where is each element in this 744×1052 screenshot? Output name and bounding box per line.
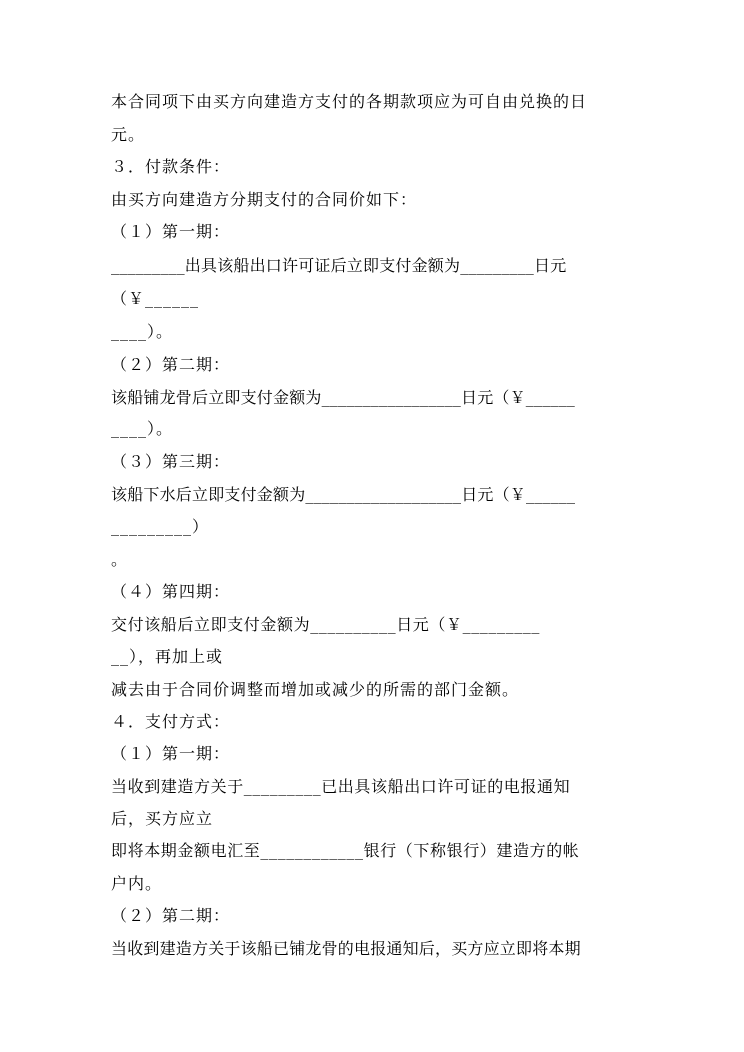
text-line: 由买方向建造方分期支付的合同价如下： <box>111 190 418 209</box>
subsection-heading: （１）第一期： <box>111 744 231 763</box>
subsection-heading: （４）第四期： <box>111 582 231 601</box>
subsection-heading: （２）第二期： <box>111 906 231 925</box>
text-line: ____）。 <box>111 419 174 438</box>
text-line: 后，买方应立 <box>111 809 214 828</box>
text-line: 当收到建造方关于_________已出具该船出口许可证的电报通知 <box>111 777 571 796</box>
text-line: 即将本期金额电汇至____________银行（下称银行）建造方的帐 <box>111 841 580 860</box>
text-line: （￥______ <box>111 289 200 308</box>
text-line: 减去由于合同价调整而增加或减少的所需的部门金额。 <box>111 680 520 699</box>
text-line: ____）。 <box>111 322 174 341</box>
text-line: __），再加上或 <box>111 647 224 666</box>
text-line: 交付该船后立即支付金额为__________日元（￥_________ <box>111 615 541 634</box>
subsection-heading: （１）第一期： <box>111 222 231 241</box>
section-heading: ４．支付方式： <box>111 712 231 731</box>
subsection-heading: （３）第三期： <box>111 452 231 471</box>
section-heading: ３．付款条件： <box>111 157 231 176</box>
text-line: _________） <box>111 517 210 536</box>
text-line: 本合同项下由买方向建造方支付的各期款项应为可自由兑换的日 <box>111 92 588 111</box>
subsection-heading: （２）第二期： <box>111 355 231 374</box>
text-line: 。 <box>111 550 129 569</box>
text-line: _________出具该船出口许可证后立即支付金额为_________日元 <box>111 256 567 275</box>
text-line: 该船下水后立即支付金额为___________________日元（￥______ <box>111 485 576 504</box>
text-line: 该船铺龙骨后立即支付金额为_________________日元（￥______ <box>111 388 576 407</box>
text-line: 户内。 <box>111 874 163 893</box>
text-line: 元。 <box>111 125 146 144</box>
text-line: 当收到建造方关于该船已铺龙骨的电报通知后，买方应立即将本期 <box>111 939 581 958</box>
